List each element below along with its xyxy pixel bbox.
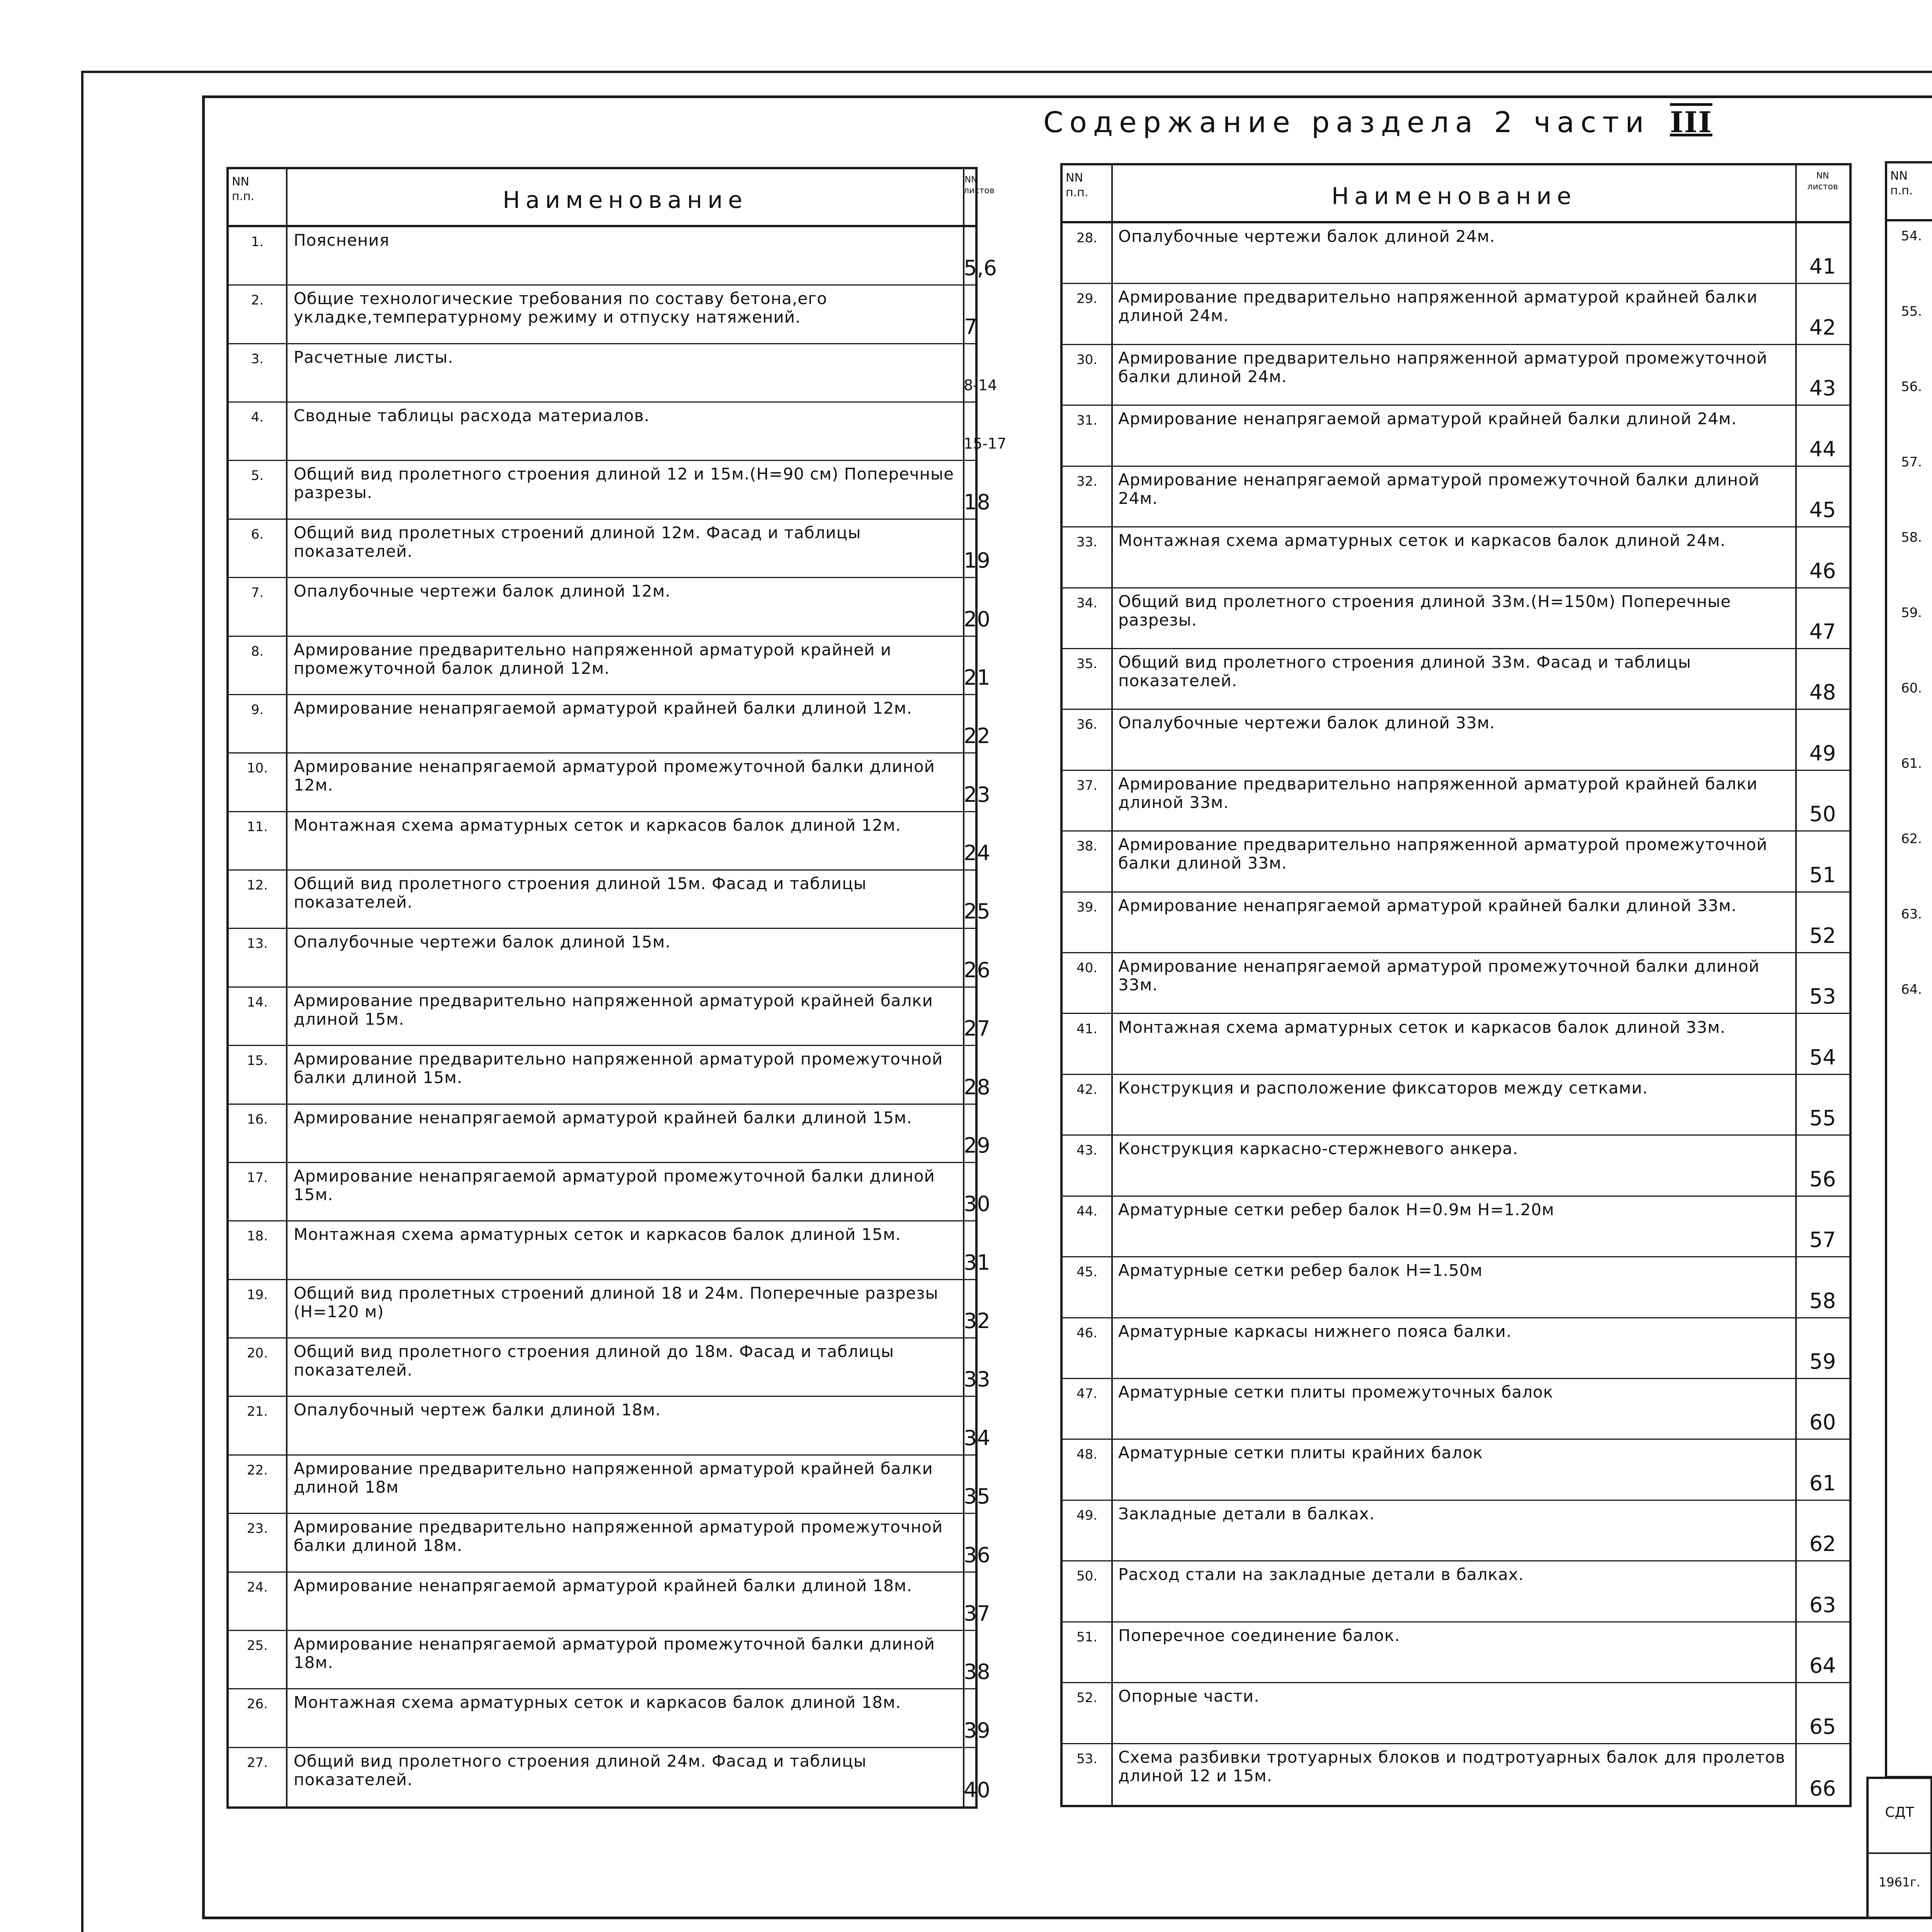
- row-sheet-number: 51: [1809, 862, 1836, 887]
- row-sheet-number: 42: [1809, 315, 1836, 340]
- row-name: Армирование ненапрягаемой арматурой промежуточной балки длиной 15м.: [294, 1166, 935, 1204]
- table-row: [1063, 467, 1849, 527]
- row-sheet-number: 29: [964, 1133, 990, 1158]
- row-number: 29.: [1076, 291, 1098, 307]
- table-row: [229, 929, 990, 987]
- table-row: [1063, 1014, 1849, 1075]
- table-row: [229, 461, 990, 519]
- table-row: [229, 578, 990, 636]
- table-row: [229, 1397, 990, 1455]
- row-number: 54.: [1901, 228, 1922, 244]
- row-number: 43.: [1076, 1143, 1098, 1158]
- row-number: 49.: [1076, 1507, 1098, 1523]
- table-row: [1063, 893, 1849, 953]
- table-row: [229, 1163, 990, 1221]
- header-sheets: NN листов: [964, 175, 995, 196]
- row-number: 50.: [1076, 1568, 1098, 1584]
- table-row: [229, 520, 990, 578]
- row-sheet-number: 24: [964, 841, 990, 866]
- row-name: Армирование ненапрягаемой арматурой крайней балки длиной 24м.: [1118, 409, 1737, 429]
- header-num: NN п.п.: [1890, 169, 1913, 197]
- row-number: 32.: [1076, 473, 1098, 489]
- row-number: 59.: [1901, 605, 1922, 621]
- row-number: 64.: [1901, 982, 1922, 997]
- row-sheet-number: 20: [964, 607, 990, 631]
- row-name: Общий вид пролетного строения длиной 24м. Фасад и таблицы показателей.: [294, 1751, 867, 1789]
- page-title: [1043, 101, 1723, 144]
- row-sheet-number: 7: [964, 314, 978, 339]
- row-number: 26.: [247, 1696, 268, 1712]
- row-name: Армирование предварительно напряженной арматурой промежуточной балки длиной 33м.: [1118, 835, 1768, 873]
- header-name: Наименование: [1331, 183, 1577, 210]
- title-part: III: [1670, 106, 1713, 139]
- row-sheet-number: 19: [964, 548, 990, 573]
- row-sheet-number: 31: [964, 1250, 990, 1275]
- row-name: Монтажная схема арматурных сеток и каркасов балок длиной 12м.: [294, 815, 901, 835]
- row-sheet-number: 52: [1809, 923, 1836, 948]
- row-name: Опорные части.: [1118, 1687, 1260, 1706]
- table-row: [229, 812, 990, 871]
- table-row: [1887, 749, 1932, 824]
- year: 1961г.: [1878, 1875, 1921, 1889]
- row-sheet-number: 56: [1809, 1167, 1836, 1191]
- row-sheet-number: 44: [1809, 437, 1836, 461]
- contents-table-2: [1060, 163, 1852, 1807]
- row-number: 44.: [1076, 1203, 1098, 1219]
- row-number: 13.: [247, 936, 268, 952]
- row-number: 7.: [251, 585, 264, 601]
- row-number: 6.: [251, 526, 264, 542]
- row-name: Армирование ненапрягаемой арматурой крайней балки длиной 12м.: [294, 698, 912, 718]
- row-number: 61.: [1901, 756, 1922, 771]
- row-number: 23.: [247, 1521, 268, 1537]
- table-row: [1887, 598, 1932, 673]
- table-row: [1063, 1622, 1849, 1683]
- row-number: 55.: [1901, 304, 1922, 319]
- row-name: Арматурные сетки плиты крайних балок: [1118, 1443, 1483, 1463]
- header-sheets: NN листов: [1807, 171, 1838, 192]
- row-sheet-number: 57: [1809, 1228, 1836, 1252]
- row-number: 42.: [1076, 1082, 1098, 1097]
- row-name: Поперечное соединение балок.: [1118, 1626, 1400, 1645]
- row-name: Армирование предварительно напряженной арматурой крайней балки длиной 15м.: [294, 991, 933, 1029]
- row-name: Общий вид пролетных строений длиной 18 и 24м. Поперечные разрезы (Н=120 м): [294, 1283, 939, 1321]
- table-row: [1063, 1561, 1849, 1622]
- row-number: 31.: [1076, 413, 1098, 429]
- table-row: [229, 1105, 990, 1163]
- row-name: Арматурные каркасы нижнего пояса балки.: [1118, 1321, 1512, 1341]
- table-row: [1063, 832, 1849, 892]
- row-sheet-number: 64: [1809, 1653, 1836, 1678]
- table-row: [229, 286, 978, 344]
- row-name: Армирование ненапрягаемой арматурой промежуточной балки длиной 24м.: [1118, 470, 1760, 508]
- table-row: [1887, 975, 1932, 1050]
- row-number: 20.: [247, 1345, 268, 1361]
- row-number: 47.: [1076, 1386, 1098, 1402]
- table-row: [229, 695, 990, 753]
- table-row: [229, 227, 997, 286]
- row-number: 16.: [247, 1111, 268, 1127]
- table-row: [1063, 527, 1849, 588]
- row-name: Армирование ненапрягаемой арматурой крайней балки длиной 18м.: [294, 1576, 912, 1595]
- row-number: 8.: [251, 643, 264, 659]
- row-name: Армирование ненапрягаемой арматурой промежуточной балки длиной 33м.: [1118, 957, 1760, 995]
- row-name: Общий вид пролетных строений длиной 12м. Фасад и таблицы показателей.: [294, 523, 861, 561]
- row-name: Опалубочные чертежи балок длиной 12м.: [294, 582, 671, 601]
- table-row: [229, 1456, 990, 1514]
- row-number: 46.: [1076, 1325, 1098, 1341]
- row-sheet-number: 41: [1809, 254, 1836, 279]
- row-name: Общий вид пролетного строения длиной 33м. Фасад и таблицы показателей.: [1118, 652, 1691, 690]
- row-sheet-number: 27: [964, 1016, 990, 1041]
- row-name: Монтажная схема арматурных сеток и каркасов балок длиной 33м.: [1118, 1017, 1726, 1037]
- row-number: 5.: [251, 468, 264, 484]
- row-sheet-number: 61: [1809, 1471, 1836, 1495]
- row-number: 3.: [251, 351, 264, 367]
- table-row: [229, 871, 990, 929]
- table-row: [1063, 1197, 1849, 1257]
- table-row: [1887, 900, 1932, 975]
- title-block: [1866, 1777, 1932, 1919]
- table-row: [1887, 824, 1932, 900]
- header-num: NN п.п.: [232, 175, 255, 203]
- row-number: 51.: [1076, 1629, 1098, 1645]
- row-number: 36.: [1076, 717, 1098, 733]
- row-sheet-number: 46: [1809, 558, 1836, 583]
- row-sheet-number: 48: [1809, 680, 1836, 705]
- row-number: 18.: [247, 1228, 268, 1244]
- table-row: [1887, 523, 1932, 598]
- row-name: Пояснения: [294, 231, 389, 250]
- row-name: Арматурные сетки ребер балок Н=1.50м: [1118, 1261, 1483, 1280]
- row-name: Опалубочные чертежи балок длиной 24м.: [1118, 227, 1495, 246]
- row-name: Армирование предварительно напряженной арматурой крайней балки длиной 33м.: [1118, 774, 1758, 812]
- row-sheet-number: 32: [964, 1309, 990, 1333]
- row-name: Конструкция и расположение фиксаторов между сетками.: [1118, 1078, 1648, 1097]
- row-number: 10.: [247, 760, 268, 776]
- row-sheet-number: 36: [964, 1543, 990, 1567]
- row-name: Опалубочные чертежи балок длиной 15м.: [294, 932, 671, 952]
- row-name: Конструкция каркасно-стержневого анкера.: [1118, 1139, 1519, 1158]
- row-sheet-number: 22: [964, 724, 990, 748]
- row-name: Общий вид пролетного строения длиной 15м. Фасад и таблицы показателей.: [294, 874, 867, 912]
- row-sheet-number: 58: [1809, 1288, 1836, 1313]
- row-number: 24.: [247, 1579, 268, 1595]
- row-name: Армирование предварительно напряженной арматурой промежуточной балки длиной 15м.: [294, 1049, 943, 1087]
- table-row: [229, 753, 990, 812]
- row-number: 56.: [1901, 379, 1922, 395]
- table-row: [229, 1689, 990, 1748]
- table-header: [1887, 163, 1932, 221]
- row-sheet-number: 63: [1809, 1592, 1836, 1617]
- header-num: NN п.п.: [1066, 171, 1088, 199]
- row-name: Закладные детали в балках.: [1118, 1504, 1375, 1523]
- row-number: 19.: [247, 1287, 268, 1303]
- row-number: 28.: [1076, 230, 1098, 246]
- row-sheet-number: 54: [1809, 1045, 1836, 1070]
- row-number: 35.: [1076, 656, 1098, 672]
- row-name: Армирование ненапрягаемой арматурой крайней балки длиной 15м.: [294, 1108, 912, 1127]
- table-row: [1063, 710, 1849, 770]
- table-row: [229, 1748, 990, 1806]
- row-name: Расход стали на закладные детали в балках.: [1118, 1565, 1524, 1584]
- row-name: Опалубочный чертеж балки длиной 18м.: [294, 1400, 661, 1420]
- table-row: [1063, 406, 1849, 466]
- org-code: СДТ: [1885, 1804, 1914, 1820]
- sheet-left-border: [81, 71, 83, 1932]
- table-row: [229, 988, 990, 1046]
- row-sheet-number: 35: [964, 1484, 990, 1509]
- row-sheet-number: 49: [1809, 741, 1836, 765]
- table-row: [1063, 1683, 1849, 1744]
- row-number: 37.: [1076, 777, 1098, 793]
- table-row: [229, 403, 1007, 461]
- row-name: Общий вид пролетного строения длиной до 18м. Фасад и таблицы показателей.: [294, 1342, 894, 1380]
- row-sheet-number: 55: [1809, 1106, 1836, 1131]
- table-row: [1063, 345, 1849, 406]
- row-sheet-number: 8-14: [964, 377, 997, 394]
- row-number: 58.: [1901, 530, 1922, 545]
- row-number: 52.: [1076, 1690, 1098, 1706]
- table-row: [1887, 673, 1932, 749]
- row-number: 63.: [1901, 906, 1922, 922]
- contents-table-3: [1885, 161, 1932, 1778]
- header-name: Наименование: [502, 187, 748, 214]
- row-name: Общие технологические требования по составу бетона,его укладке,температурному режиму и отпуску натяжений.: [294, 289, 827, 327]
- table-row: [1063, 284, 1849, 345]
- table-row: [1063, 1136, 1849, 1196]
- row-sheet-number: 60: [1809, 1410, 1836, 1435]
- table-row: [1063, 953, 1849, 1014]
- row-number: 9.: [251, 702, 264, 718]
- row-name: Расчетные листы.: [294, 347, 454, 367]
- table-row: [229, 1280, 990, 1338]
- row-number: 11.: [247, 819, 268, 835]
- row-number: 22.: [247, 1462, 268, 1478]
- table-row: [1063, 771, 1849, 832]
- row-sheet-number: 18: [964, 490, 990, 514]
- row-sheet-number: 25: [964, 899, 990, 924]
- table-row: [1887, 221, 1932, 297]
- row-number: 2.: [251, 293, 264, 308]
- row-number: 21.: [247, 1404, 268, 1420]
- row-name: Армирование предварительно напряженной арматурой крайней и промежуточной балок длиной 12м.: [294, 640, 891, 678]
- table-row: [229, 1573, 990, 1631]
- row-sheet-number: 21: [964, 665, 990, 690]
- row-name: Армирование ненапрягаемой арматурой промежуточной балки длиной 18м.: [294, 1634, 935, 1672]
- table-row: [1887, 372, 1932, 447]
- row-number: 62.: [1901, 831, 1922, 847]
- table-row: [1887, 447, 1932, 523]
- row-name: Монтажная схема арматурных сеток и каркасов балок длиной 18м.: [294, 1693, 901, 1712]
- table-row: [229, 637, 990, 695]
- row-sheet-number: 33: [964, 1367, 990, 1392]
- row-name: Армирование предварительно напряженной арматурой крайней балки длиной 24м.: [1118, 287, 1758, 325]
- row-name: Арматурные сетки ребер балок Н=0.9м Н=1.20м: [1118, 1200, 1554, 1219]
- row-number: 12.: [247, 878, 268, 893]
- row-number: 15.: [247, 1053, 268, 1069]
- row-sheet-number: 26: [964, 957, 990, 982]
- row-sheet-number: 62: [1809, 1532, 1836, 1556]
- row-number: 27.: [247, 1755, 268, 1770]
- table-row: [229, 1046, 990, 1104]
- table-header: [229, 169, 995, 227]
- row-number: 53.: [1076, 1751, 1098, 1767]
- sheet-top-border: [81, 71, 1932, 73]
- row-name: Арматурные сетки плиты промежуточных балок: [1118, 1383, 1553, 1402]
- row-number: 41.: [1076, 1021, 1098, 1037]
- row-name: Армирование ненапрягаемой арматурой промежуточной балки длиной 12м.: [294, 757, 935, 795]
- row-sheet-number: 23: [964, 782, 990, 807]
- row-number: 48.: [1076, 1447, 1098, 1463]
- table-row: [1063, 1501, 1849, 1561]
- table-header: [1063, 165, 1849, 223]
- table-row: [1063, 1440, 1849, 1500]
- table-row: [229, 344, 997, 403]
- table-row: [1063, 223, 1849, 284]
- table-row: [1063, 1318, 1849, 1379]
- row-number: 33.: [1076, 534, 1098, 550]
- row-number: 25.: [247, 1638, 268, 1653]
- row-name: Армирование предварительно напряженной арматурой крайней балки длиной 18м: [294, 1459, 933, 1497]
- row-number: 14.: [247, 994, 268, 1010]
- row-sheet-number: 38: [964, 1660, 990, 1684]
- row-number: 40.: [1076, 960, 1098, 976]
- row-sheet-number: 15-17: [964, 435, 1007, 452]
- row-sheet-number: 45: [1809, 498, 1836, 522]
- row-number: 4.: [251, 410, 264, 425]
- row-name: Общий вид пролетного строения длиной 33м.(Н=150м) Поперечные разрезы.: [1118, 592, 1731, 629]
- row-name: Монтажная схема арматурных сеток и каркасов балок длиной 15м.: [294, 1225, 901, 1244]
- row-name: Монтажная схема арматурных сеток и каркасов балок длиной 24м.: [1118, 531, 1726, 550]
- row-sheet-number: 34: [964, 1425, 990, 1450]
- row-number: 30.: [1076, 352, 1098, 367]
- row-number: 57.: [1901, 454, 1922, 470]
- table-row: [1063, 588, 1849, 649]
- table-row: [1887, 297, 1932, 372]
- row-sheet-number: 59: [1809, 1349, 1836, 1374]
- row-number: 34.: [1076, 595, 1098, 611]
- row-name: Опалубочные чертежи балок длиной 33м.: [1118, 713, 1495, 733]
- title-text: Содержание раздела 2 части: [1043, 106, 1650, 139]
- row-sheet-number: 37: [964, 1601, 990, 1626]
- table-row: [229, 1514, 990, 1572]
- row-sheet-number: 39: [964, 1718, 990, 1743]
- row-sheet-number: 50: [1809, 802, 1836, 827]
- table-row: [1063, 1379, 1849, 1440]
- row-name: Сводные таблицы расхода материалов.: [294, 406, 650, 425]
- table-row: [229, 1221, 990, 1280]
- table-row: [1063, 649, 1849, 710]
- row-number: 38.: [1076, 838, 1098, 854]
- row-sheet-number: 47: [1809, 619, 1836, 644]
- table-row: [1063, 1744, 1849, 1805]
- row-sheet-number: 66: [1809, 1776, 1836, 1801]
- table-row: [229, 1338, 990, 1397]
- row-sheet-number: 40: [964, 1777, 990, 1802]
- tb-divider: [1930, 1779, 1932, 1917]
- row-name: Армирование ненапрягаемой арматурой крайней балки длиной 33м.: [1118, 896, 1737, 915]
- row-number: 1.: [251, 234, 264, 250]
- row-number: 17.: [247, 1170, 268, 1185]
- row-sheet-number: 28: [964, 1075, 990, 1099]
- contents-table-1: [226, 167, 1007, 1809]
- row-sheet-number: 5,6: [964, 256, 997, 281]
- row-name: Схема разбивки тротуарных блоков и подтротуарных балок для пролетов длиной 12 и 15м.: [1118, 1747, 1786, 1785]
- table-row: [1063, 1257, 1849, 1318]
- row-number: 45.: [1076, 1264, 1098, 1280]
- row-name: Армирование предварительно напряженной арматурой промежуточной балки длиной 18м.: [294, 1517, 943, 1555]
- row-sheet-number: 65: [1809, 1714, 1836, 1739]
- tb-divider: [1869, 1852, 1930, 1854]
- row-name: Армирование предварительно напряженной арматурой промежуточной балки длиной 24м.: [1118, 348, 1768, 386]
- row-number: 60.: [1901, 680, 1922, 696]
- row-sheet-number: 53: [1809, 984, 1836, 1009]
- table-row: [1063, 1075, 1849, 1136]
- row-name: Общий вид пролетного строения длиной 12 и 15м.(Н=90 см) Поперечные разрезы.: [294, 464, 954, 502]
- table-row: [229, 1631, 990, 1689]
- row-sheet-number: 43: [1809, 376, 1836, 401]
- row-sheet-number: 30: [964, 1192, 990, 1216]
- row-number: 39.: [1076, 899, 1098, 915]
